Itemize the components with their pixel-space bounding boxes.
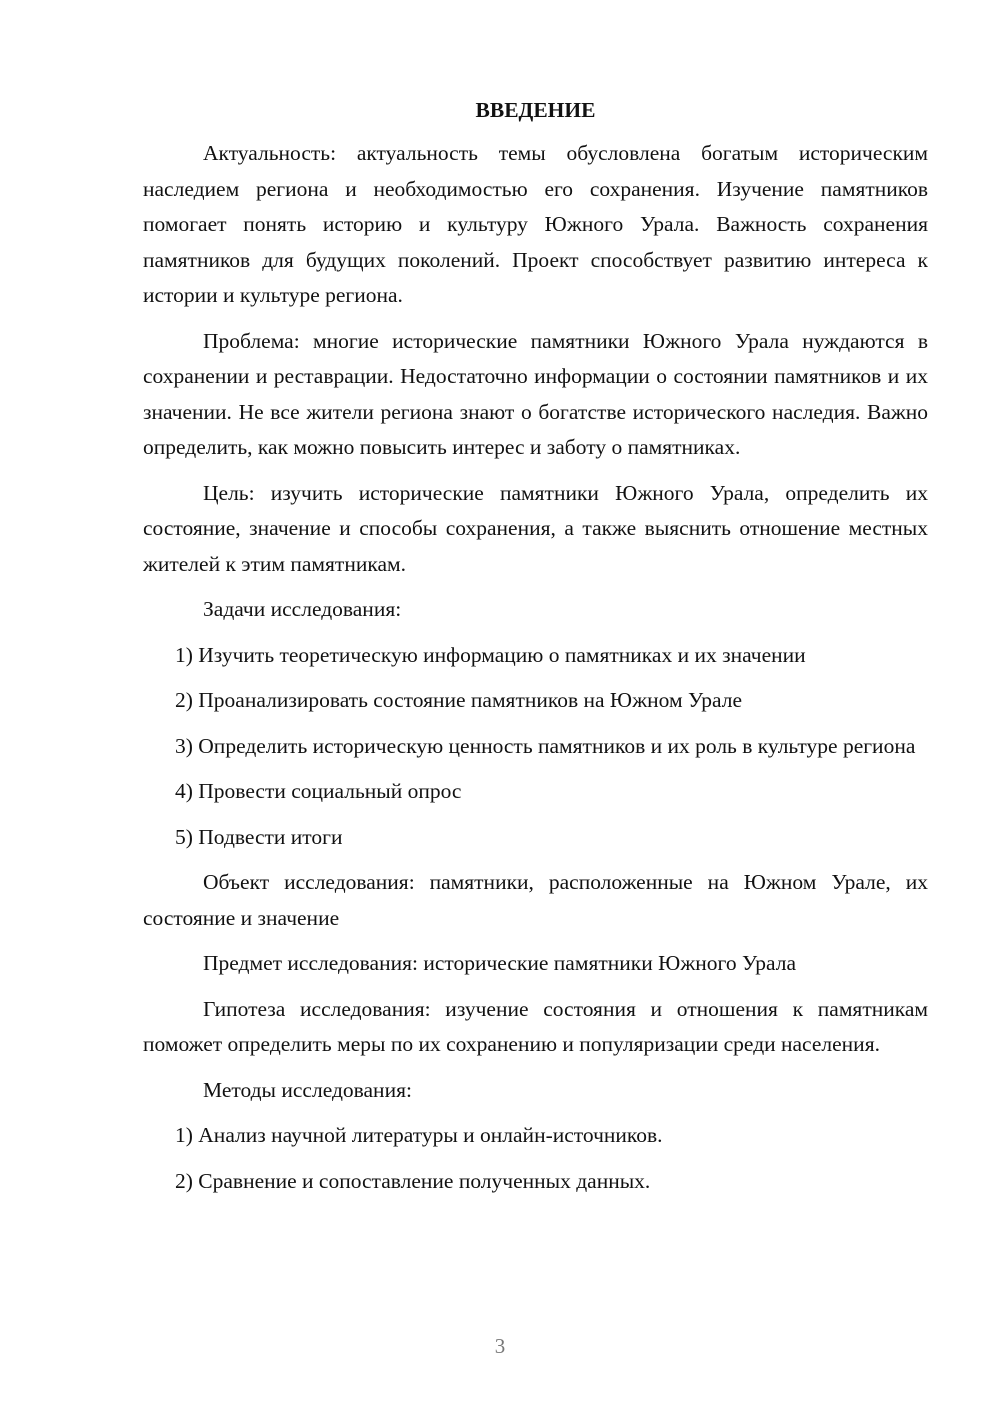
subject-paragraph: Предмет исследования: исторические памятники Южного Урала bbox=[203, 951, 797, 975]
relevance-paragraph: Актуальность: актуальность темы обусловлена богатым историческим наследием региона и необходимостью его сохранения. Изучение памятников помогает понять историю и культуру Южного Урала. Важность сохранения памятников для будущих поколений. Проект способствует развитию интереса к истории и культуре региона. bbox=[143, 141, 928, 307]
task-item-4: 4) Провести социальный опрос bbox=[175, 779, 462, 803]
method-item-1: 1) Анализ научной литературы и онлайн-источников. bbox=[175, 1123, 663, 1147]
page-number: 3 bbox=[494, 1334, 506, 1358]
methods-heading: Методы исследования: bbox=[203, 1077, 412, 1102]
object-paragraph: Объект исследования: памятники, расположенные на Южном Урале, их состояние и значение bbox=[143, 870, 928, 930]
goal-paragraph: Цель: изучить исторические памятники Южного Урала, определить их состояние, значение и способы сохранения, а также выяснить отношение местных жителей к этим памятникам. bbox=[143, 480, 928, 576]
tasks-heading: Задачи исследования: bbox=[203, 597, 402, 621]
problem-paragraph: Проблема: многие исторические памятники Южного Урала нуждаются в сохранении и реставрации. Недостаточно информации о состоянии памятников и их значении. Не все жители региона знают о богатстве исторического наследия. Важно определить, как можно повысить интерес и заботу о памятниках. bbox=[143, 328, 928, 459]
task-item-1: 1) Изучить теоретическую информацию о памятниках и их значении bbox=[175, 642, 806, 667]
task-item-5: 5) Подвести итоги bbox=[175, 824, 343, 849]
hypothesis-paragraph: Гипотеза исследования: изучение состояния и отношения к памятникам поможет определить меры по их сохранению и популяризации среди населения. bbox=[143, 996, 928, 1056]
task-item-3: 3) Определить историческую ценность памятников и их роль в культуре региона bbox=[175, 733, 916, 758]
method-item-2: 2) Сравнение и сопоставление полученных данных. bbox=[175, 1168, 651, 1193]
section-title: ВВЕДЕНИЕ bbox=[475, 98, 596, 122]
document-body bbox=[143, 94, 928, 1209]
task-item-2: 2) Проанализировать состояние памятников на Южном Урале bbox=[175, 688, 743, 712]
